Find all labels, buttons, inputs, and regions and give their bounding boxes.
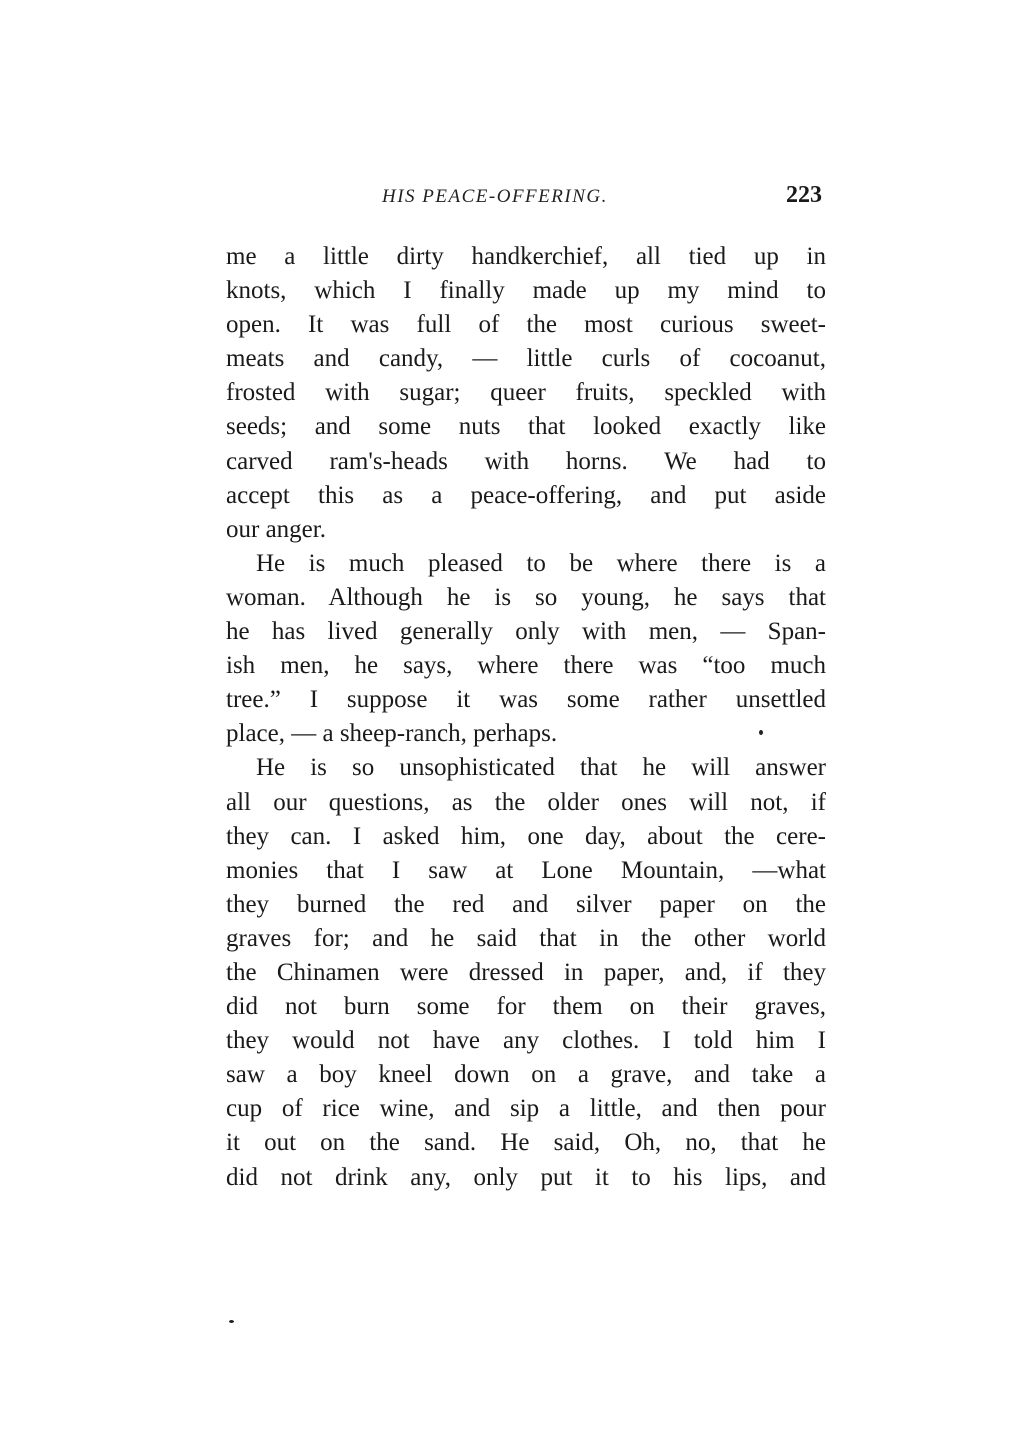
text-line: He is much pleased to be where there is a: [256, 549, 826, 577]
text-line: graves for; and he said that in the other world: [226, 924, 826, 952]
text-line: they burned the red and silver paper on the: [226, 890, 826, 918]
text-line: ish men, he says, where there was “too much: [226, 652, 826, 680]
text-line: carved ram's-heads with horns. We had to: [226, 447, 826, 475]
text-line: saw a boy kneel down on a grave, and take a: [226, 1061, 826, 1089]
text-line: the Chinamen were dressed in paper, and, if they: [226, 958, 826, 986]
text-line: place, — a sheep-ranch, perhaps.: [226, 720, 558, 748]
text-line: cup of rice wine, and sip a little, and then pour: [226, 1095, 826, 1123]
text-line: seeds; and some nuts that looked exactly like: [226, 413, 826, 441]
text-line: me a little dirty handkerchief, all tied up in: [226, 243, 826, 270]
text-line: they can. I asked him, one day, about the cere-: [226, 822, 826, 850]
text-line: it out on the sand. He said, Oh, no, that he: [226, 1129, 826, 1157]
text-line: accept this as a peace-offering, and put aside: [226, 481, 826, 509]
text-line: monies that I saw at Lone Mountain, —what: [226, 856, 826, 884]
ink-speck: [759, 730, 763, 735]
text-line: did not drink any, only put it to his lips, and: [226, 1163, 826, 1191]
text-line: meats and candy, — little curls of cocoanut,: [226, 345, 826, 373]
text-line: tree.” I suppose it was some rather unsettled: [226, 686, 826, 714]
text-line: open. It was full of the most curious sweet-: [226, 311, 826, 339]
page-number: 223: [786, 182, 822, 208]
running-title: HIS PEACE-OFFERING.: [382, 186, 608, 207]
text-line: they would not have any clothes. I told him I: [226, 1027, 826, 1055]
text-line: he has lived generally only with men, — Span-: [226, 618, 826, 646]
running-head: [226, 182, 824, 218]
text-line: He is so unsophisticated that he will answer: [256, 754, 826, 782]
text-line: our anger.: [226, 515, 326, 543]
body-text: [226, 240, 826, 1195]
text-line: knots, which I finally made up my mind to: [226, 277, 826, 305]
ink-speck: [229, 1320, 234, 1323]
text-line: frosted with sugar; queer fruits, speckled with: [226, 379, 826, 407]
text-line: woman. Although he is so young, he says that: [226, 583, 826, 611]
text-line: all our questions, as the older ones will not, if: [226, 788, 826, 816]
text-line: did not burn some for them on their graves,: [226, 993, 826, 1021]
